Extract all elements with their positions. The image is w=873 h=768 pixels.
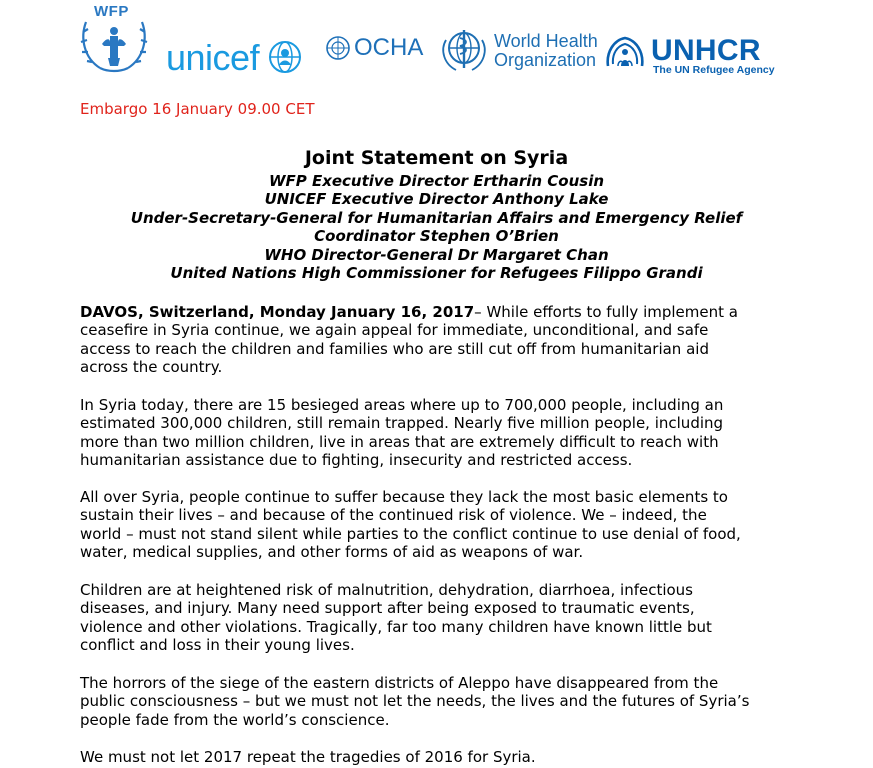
paragraph-5 [80,674,780,729]
paragraph-line: world – must not stand silent while parties to the conflict continue to use denial of food, [80,524,741,543]
paragraph-line: more than two million children, live in areas that are extremely difficult to reach with [80,432,719,451]
page-title: Joint Statement on Syria [304,147,569,169]
author-line: WFP Executive Director Ertharin Cousin [268,172,605,190]
paragraph-line: diseases, and injury. Many need support after being exposed to traumatic events, [80,599,695,618]
paragraph-line: All over Syria, people continue to suffer because they lack the most basic elements to [80,488,728,506]
paragraph-3 [80,488,780,562]
paragraph-line: humanitarian assistance due to fighting, insecurity and restricted access. [80,451,633,470]
author-line: UNICEF Executive Director Anthony Lake [264,190,609,209]
author-line: Under-Secretary-General for Humanitarian Affairs and Emergency Relief [130,208,743,227]
paragraph-line: The horrors of the siege of the eastern districts of Aleppo have disappeared from the [80,674,719,692]
un-emblem-icon [324,34,352,62]
ocha-logo-text: OCHA [354,34,424,61]
author-line: Coordinator Stephen O’Brien [314,227,559,246]
who-logo-line2: Organization [494,50,597,70]
paragraph-line: sustain their lives – and because of the continued risk of violence. We – indeed, the [80,506,707,525]
unhcr-emblem-icon [602,34,648,74]
unicef-emblem-icon [266,38,304,76]
who-emblem-icon [438,26,490,74]
paragraph-text: – While efforts to fully implement a [474,303,738,321]
paragraph-2 [80,396,780,470]
paragraph-line [80,303,780,321]
paragraph-line: In Syria today, there are 15 besieged areas where up to 700,000 people, including an [80,396,724,414]
dateline: DAVOS, Switzerland, Monday January 16, 2017 [80,303,475,321]
paragraph-line: violence and other violations. Tragically, far too many children have known little but [80,617,712,636]
paragraph-line: We must not let 2017 repeat the tragedies of 2016 for Syria. [80,748,536,766]
who-logo-line1: World Health [494,31,598,51]
paragraph-line: Children are at heightened risk of malnutrition, dehydration, diarrhoea, infectious [80,581,694,599]
paragraph-line: access to reach the children and families who are still cut off from humanitarian aid [80,339,709,358]
wfp-emblem-icon [78,14,150,76]
wfp-logo-text: WFP [94,3,129,20]
embargo-notice: Embargo 16 January 09.00 CET [80,100,315,118]
paragraph-line: people fade from the world’s conscience. [80,710,390,729]
author-line: WHO Director-General Dr Margaret Chan [264,245,609,264]
paragraph-line: water, medical supplies, and other forms of aid as weapons of war. [80,543,584,562]
paragraph-4 [80,581,780,655]
author-line: United Nations High Commissioner for Refugees Filippo Grandi [170,264,703,283]
paragraph-6 [80,748,780,766]
paragraph-1 [80,303,780,377]
unhcr-tagline: The UN Refugee Agency [653,64,775,76]
authors-block [0,172,873,282]
paragraph-line: across the country. [80,358,223,377]
paragraph-line: estimated 300,000 children, still remain trapped. Nearly five million people, including [80,414,724,433]
unhcr-logo-text: UNHCR [651,34,761,67]
who-logo-text [494,32,598,70]
unicef-logo-text: unicef [166,37,260,78]
paragraph-line: public consciousness – but we must not let the needs, the lives and the futures of Syria’s [80,692,750,711]
paragraph-line: ceasefire in Syria continue, we again appeal for immediate, unconditional, and safe [80,321,709,340]
paragraph-line: conflict and loss in their young lives. [80,636,355,655]
